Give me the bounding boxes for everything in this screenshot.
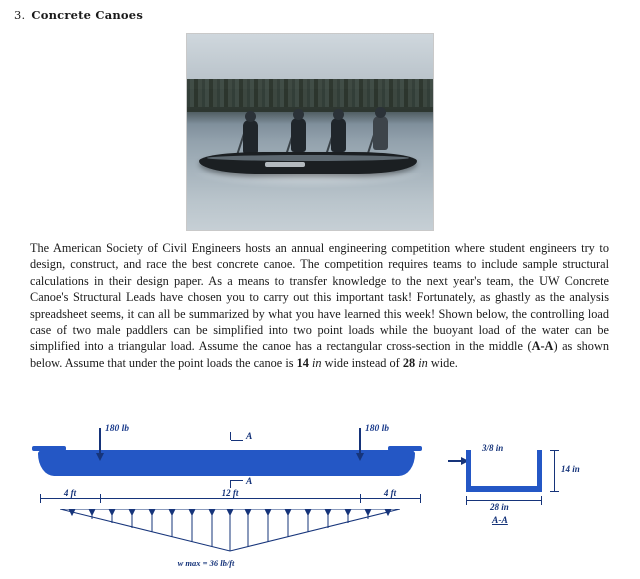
- section-cut-arrow-bottom: [231, 480, 243, 481]
- section-cut-arrow-top: [231, 440, 243, 441]
- loading-diagram: [0, 408, 640, 576]
- paddler-head: [375, 107, 386, 118]
- paddler-head: [293, 109, 304, 120]
- dimension-label-left: 4 ft: [63, 488, 77, 498]
- concrete-canoe-photo: [186, 33, 434, 231]
- paddler-figure: [243, 120, 258, 154]
- photo-reflection: [187, 110, 433, 124]
- channel-bottom: [466, 486, 542, 492]
- paragraph-cont2: wide instead of: [321, 355, 403, 370]
- point-load-label-right: 180 lb: [365, 424, 390, 434]
- wmax-label: [178, 558, 235, 568]
- dimension-tick: [100, 494, 101, 503]
- heading-number: 3.: [14, 8, 26, 22]
- section-mark-bottom: A: [246, 477, 253, 487]
- canoe-hull: [199, 152, 417, 174]
- point-load-label-left: 180 lb: [105, 424, 130, 434]
- photo-wake: [191, 173, 427, 189]
- page-title: [14, 8, 143, 22]
- dimension-line: [40, 498, 420, 499]
- photo-treeline: [187, 79, 433, 110]
- cross-section-caption: A-A: [492, 516, 508, 526]
- dimension-label-mid: 12 ft: [221, 488, 239, 498]
- dimension-tick: [360, 494, 361, 503]
- wmax-text: w max = 36 lb/ft: [177, 558, 235, 568]
- paddler-figure: [331, 118, 346, 152]
- width-label: 28 in: [490, 502, 509, 512]
- width-14-bold: 14: [296, 355, 309, 370]
- heading-text: Concrete Canoes: [31, 8, 143, 22]
- height-label: 14 in: [561, 464, 580, 474]
- width-28-bold: 28: [402, 355, 416, 370]
- dimension-tick: [420, 494, 421, 503]
- paddler-head: [333, 109, 344, 120]
- canoe-decal: [265, 162, 305, 167]
- thickness-label: 3/8 in: [482, 443, 504, 453]
- problem-statement: [30, 240, 609, 371]
- thickness-pointer-arrow: [448, 460, 468, 462]
- height-dimension-line: [554, 450, 555, 492]
- photo-canvas: [187, 34, 433, 230]
- triangular-load: [60, 509, 400, 551]
- point-load-arrow-right: [359, 428, 361, 454]
- section-mark-top: A: [246, 432, 253, 442]
- paddler-head: [245, 111, 256, 122]
- paragraph-end: wide.: [427, 355, 458, 370]
- channel-shape: [466, 450, 542, 492]
- paragraph-main: The American Society of Civil Engineers hosts an annual engineering competition where student engineers try to design, construct, and race the best concrete canoe. The competition requires teams to include sample structural calculations in their design paper. As a means to transfer knowledge to the next year's team, the UW Concrete Canoe's Structural Leads have chosen you to carry out this important task! Fortunately, as ghastly as the analysis spreadsheet seems, it can all be summarized by what you have learned this week! Shown below, the controlling load case of two male paddlers can be simplified into two point loads while the buoyant load of the water can be simplified into a triangular load. Assume the canoe has a rectangular cross-section in the middle (: [30, 241, 609, 354]
- unit-in-2: in: [418, 355, 428, 370]
- dimension-tick: [40, 494, 41, 503]
- point-load-arrow-left: [99, 428, 101, 454]
- width-dimension-line: [466, 500, 542, 501]
- section-aa-bold: A-A: [531, 339, 554, 354]
- cross-section-aa: [466, 438, 586, 548]
- paragraph-cont: ) as shown below. Assume that under the point loads the canoe is: [30, 339, 609, 370]
- dimension-label-right: 4 ft: [383, 488, 397, 498]
- unit-in-1: in: [311, 355, 322, 370]
- paddler-figure: [373, 116, 388, 150]
- paddler-figure: [291, 118, 306, 152]
